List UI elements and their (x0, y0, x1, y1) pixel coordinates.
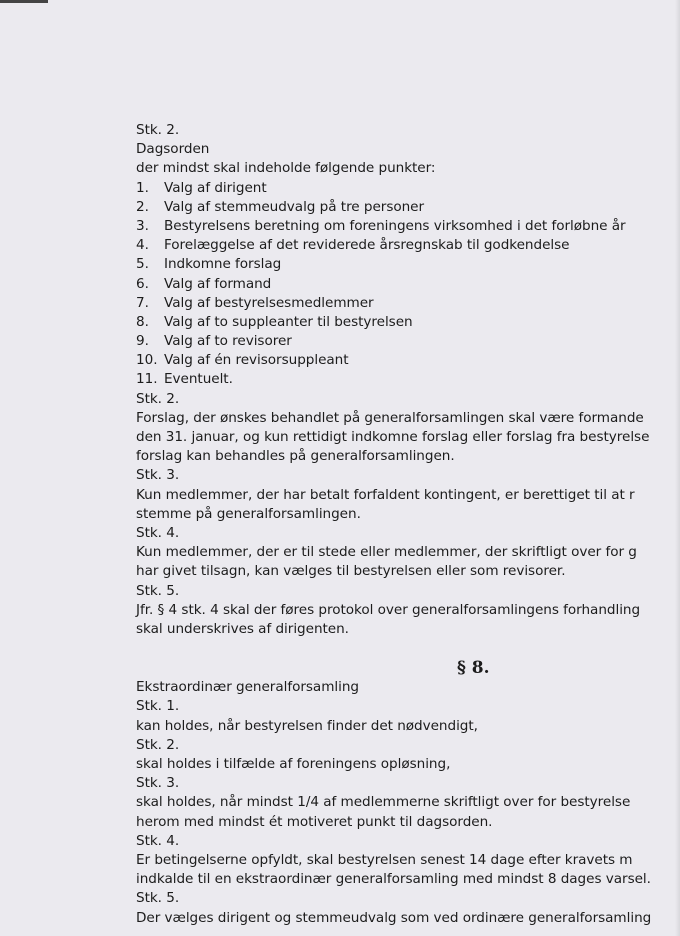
stk-label: Stk. 1. (136, 698, 180, 715)
section-8-stk-4 (136, 832, 680, 890)
agenda-item (136, 332, 680, 351)
paragraph-line: forslag kan behandles på generalforsamlingen. (136, 448, 455, 465)
spacer (136, 639, 680, 658)
paragraph-line: herom med mindst ét motiveret punkt til dagsorden. (136, 813, 493, 830)
agenda-item-number: 8. (136, 313, 149, 330)
agenda-intro: der mindst skal indeholde følgende punkter: (136, 160, 436, 177)
paragraph-line: Forslag, der ønskes behandlet på generalforsamlingen skal være formande (136, 409, 644, 426)
stk-label: Stk. 2. (136, 390, 180, 407)
paragraph-stk-4 (136, 524, 680, 582)
paragraph-line: skal holdes i tilfælde af foreningens opløsning, (136, 756, 451, 772)
stk-label: Stk. 4. (136, 524, 180, 541)
agenda-item (136, 351, 680, 370)
agenda-item-text: Valg af formand (164, 275, 272, 292)
agenda-item-number: 2. (136, 198, 149, 215)
agenda-item-text: Bestyrelsens beretning om foreningens virksomhed i det forløbne år (164, 217, 626, 234)
paragraph-line: indkalde til en ekstraordinær generalforsamling med mindst 8 dages varsel. (136, 871, 651, 888)
agenda-item-text: Valg af to revisorer (164, 333, 292, 350)
stk-label: Stk. 3. (136, 775, 180, 792)
section-8-stk-2 (136, 736, 680, 774)
agenda-item (136, 179, 680, 198)
paragraph-line: skal holdes, når mindst 1/4 af medlemmerne skriftligt over for bestyrelse (136, 794, 631, 811)
paragraph-line: stemme på generalforsamlingen. (136, 505, 361, 522)
agenda-item-number: 1. (136, 179, 149, 196)
agenda-item (136, 198, 680, 217)
section-8-stk-5 (136, 889, 680, 927)
stk-label: Stk. 5. (136, 582, 180, 599)
agenda-item (136, 370, 680, 389)
agenda-item (136, 275, 680, 294)
agenda-item (136, 294, 680, 313)
agenda-item-text: Valg af dirigent (164, 179, 267, 196)
agenda-item-text: Valg af stemmeudvalg på tre personer (164, 198, 425, 215)
stk-label: Stk. 4. (136, 832, 180, 849)
stk-label: Stk. 2. (136, 122, 180, 138)
stk-label: Stk. 3. (136, 467, 180, 484)
agenda-item-number: 10. (136, 352, 158, 369)
agenda-item (136, 236, 680, 255)
agenda-item-number: 5. (136, 256, 149, 273)
paragraph-line: Der vælges dirigent og stemmeudvalg som ved ordinære generalforsamling (136, 909, 652, 926)
stk-label: Stk. 5. (136, 890, 180, 907)
section-8-stk-3 (136, 774, 680, 832)
paragraph-stk-2 (136, 390, 680, 467)
agenda-item-text: Eventuelt. (164, 371, 233, 388)
document-body (136, 121, 680, 928)
paragraph-stk-3 (136, 466, 680, 524)
agenda-item-text: Indkomne forslag (164, 256, 282, 273)
paragraph-stk-5 (136, 582, 680, 640)
section-8-stk-1 (136, 697, 680, 735)
paragraph-line: kan holdes, når bestyrelsen finder det nødvendigt, (136, 717, 478, 734)
stk-label: Stk. 2. (136, 736, 180, 753)
agenda-item-number: 3. (136, 217, 149, 234)
agenda-item-text: Valg af én revisorsuppleant (164, 352, 349, 369)
agenda-item-number: 9. (136, 333, 149, 350)
agenda-item-text: Valg af to suppleanter til bestyrelsen (164, 313, 413, 330)
agenda-item-number: 4. (136, 237, 149, 254)
paragraph-line: har givet tilsagn, kan vælges til bestyrelsen eller som revisorer. (136, 563, 566, 580)
agenda-item-number: 11. (136, 371, 158, 388)
agenda-item (136, 313, 680, 332)
paragraph-line: Kun medlemmer, der har betalt forfaldent kontingent, er berettiget til at r (136, 486, 635, 503)
section-heading (136, 658, 680, 678)
scan-edge-mark (0, 0, 48, 3)
paragraph-line: Jfr. § 4 stk. 4 skal der føres protokol over generalforsamlingens forhandling (136, 601, 641, 618)
agenda-item (136, 217, 680, 236)
agenda-title: Dagsorden (136, 141, 210, 158)
agenda-item-text: Forelæggelse af det reviderede årsregnskab til godkendelse (164, 237, 570, 254)
agenda-list (136, 179, 680, 390)
paragraph-line: skal underskrives af dirigenten. (136, 620, 349, 637)
paragraph-line: Er betingelserne opfyldt, skal bestyrelsen senest 14 dage efter kravets m (136, 851, 633, 868)
paragraph-line: den 31. januar, og kun rettidigt indkomne forslag eller forslag fra bestyrelse (136, 429, 650, 445)
section-title: Ekstraordinær generalforsamling (136, 679, 359, 696)
agenda-item (136, 255, 680, 274)
paragraph-line: Kun medlemmer, der er til stede eller medlemmer, der skriftligt over for g (136, 544, 637, 561)
agenda-item-number: 7. (136, 294, 149, 311)
agenda-item-number: 6. (136, 275, 149, 292)
section-number: § 8. (457, 658, 490, 679)
agenda-item-text: Valg af bestyrelsesmedlemmer (164, 294, 374, 311)
